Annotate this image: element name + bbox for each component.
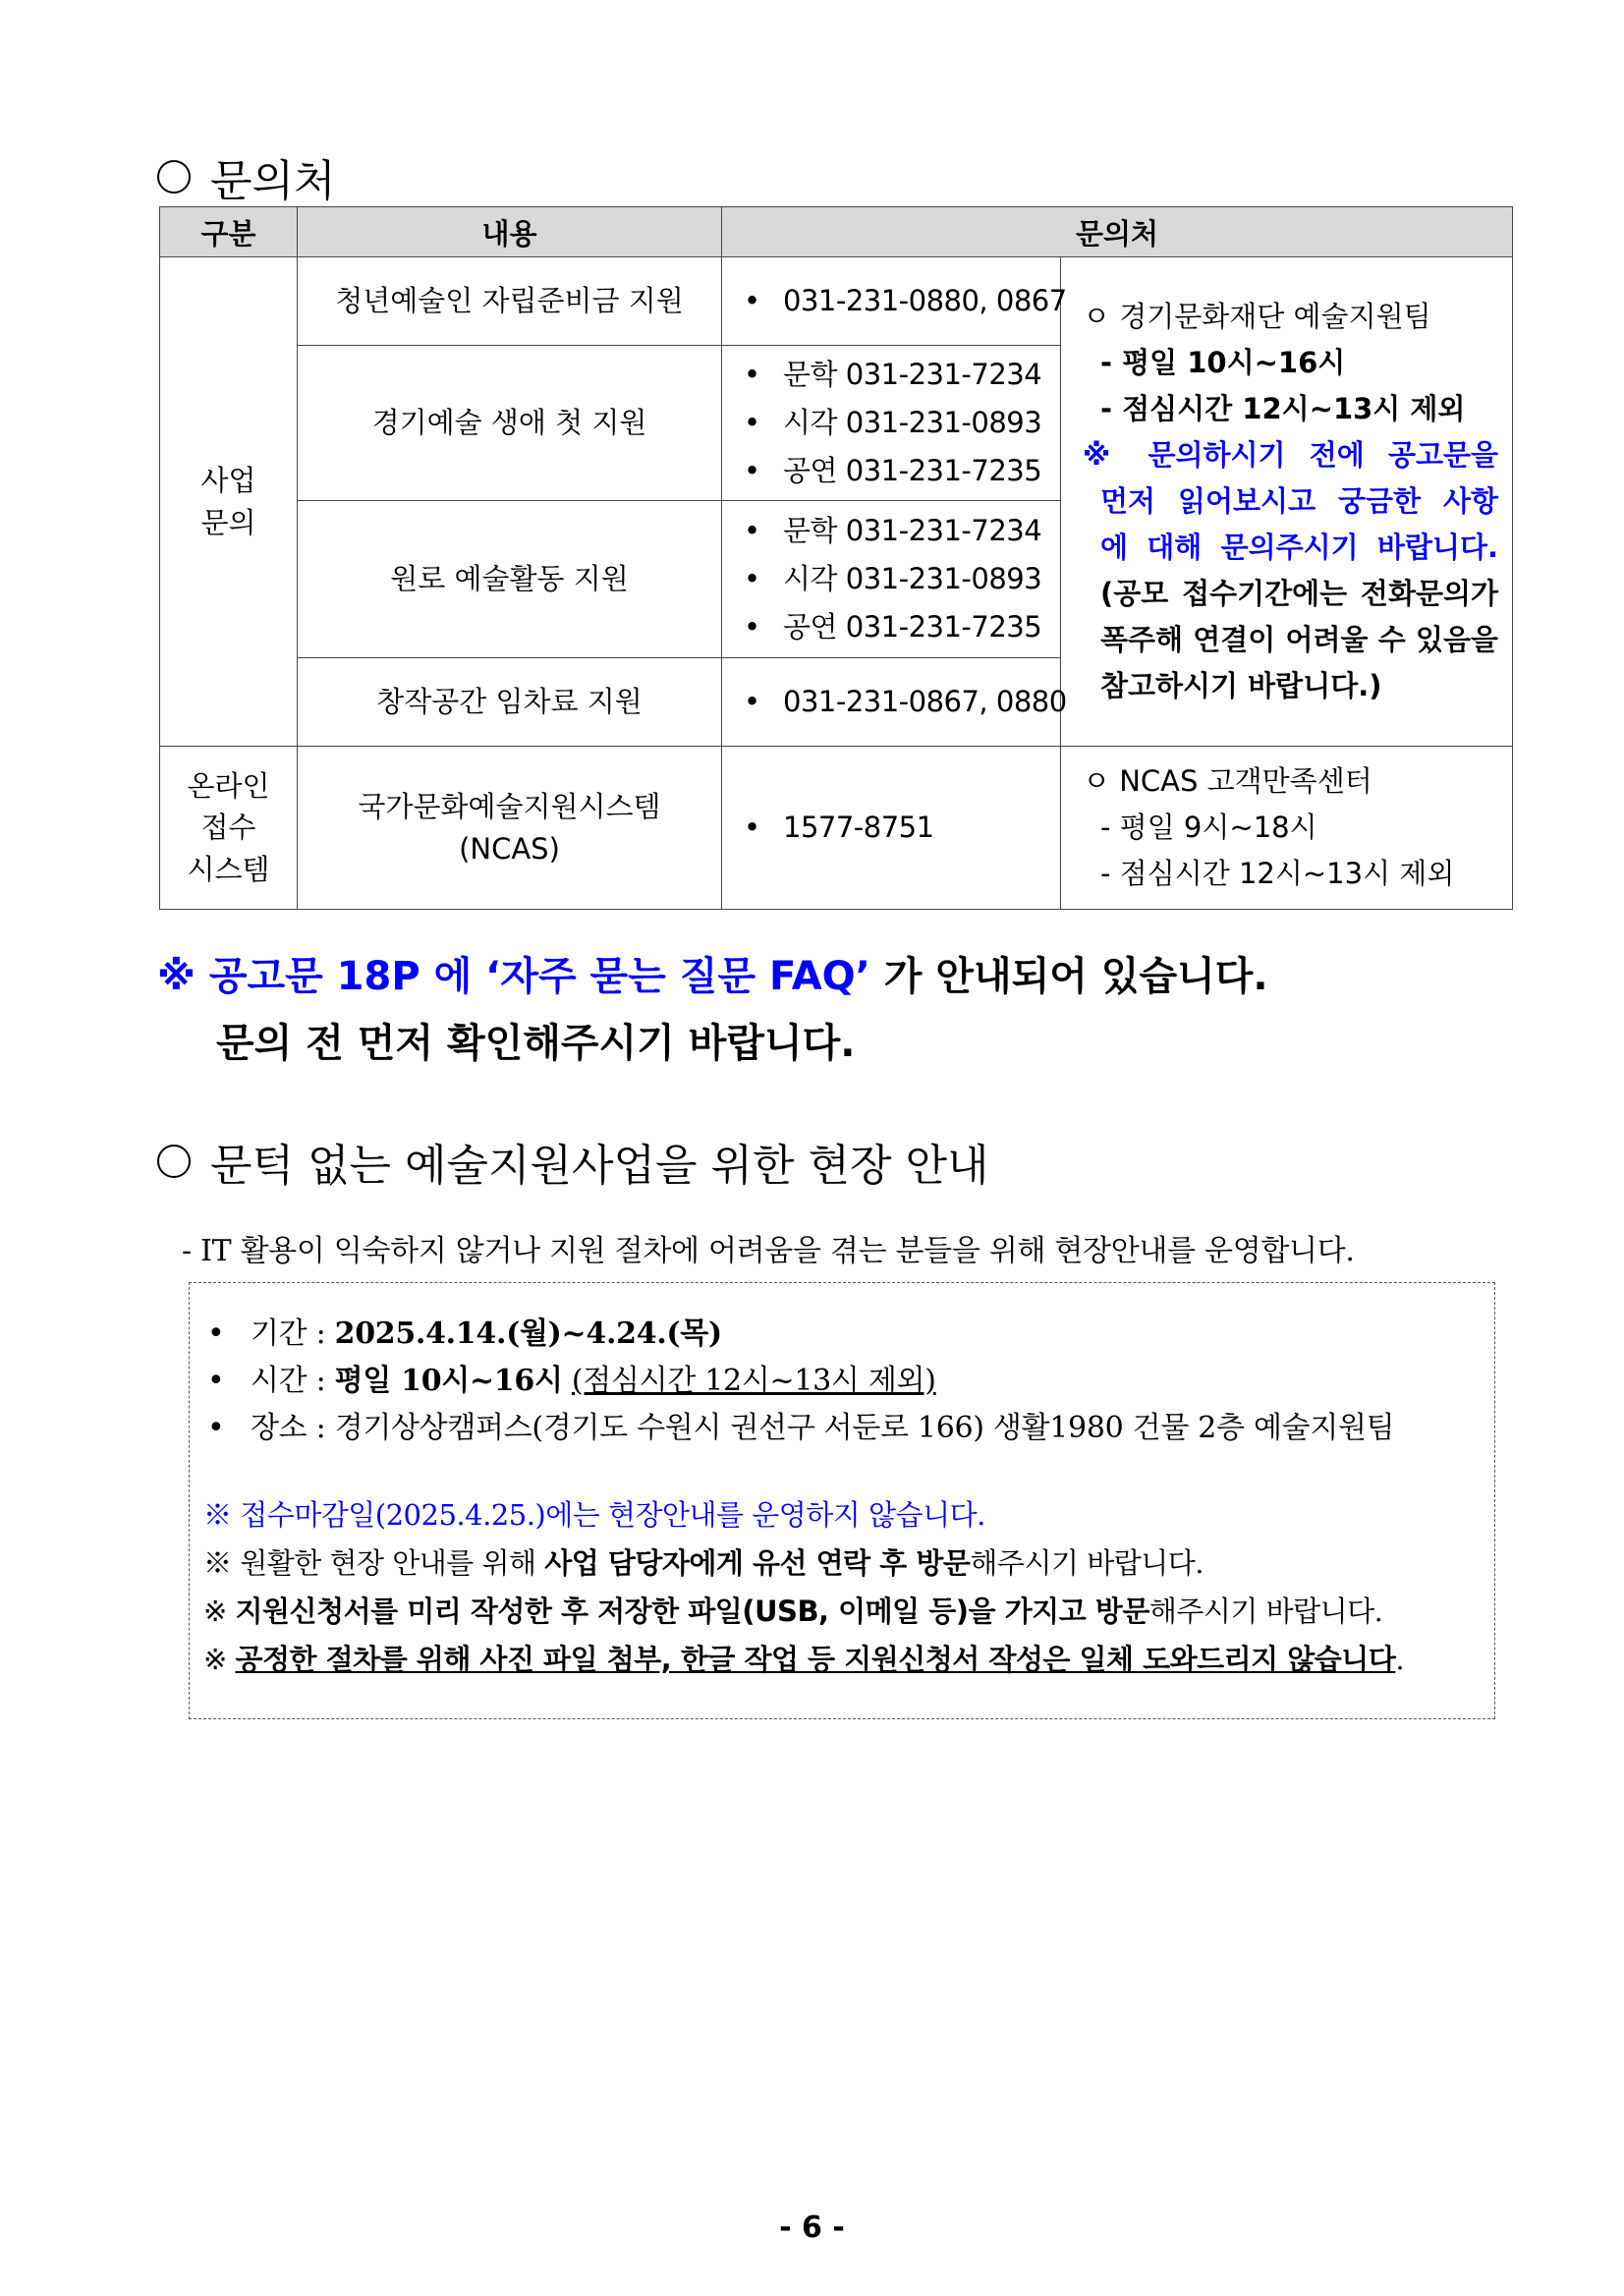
phone-cell (722, 346, 1061, 501)
paren-note: (공모 접수기간에는 전화문의가 (1100, 577, 1499, 610)
lunch-hours: - 점심시간 12시~13시 제외 (1100, 392, 1466, 425)
program-name-cell: 창작공간 임차료 지원 (298, 658, 722, 747)
section-subtitle: - IT 활용이 익숙하지 않거나 지원 절차에 어려움을 겪는 분들을 위해 현장안내를 운영합니다. (182, 1234, 1355, 1268)
phone-item: • 시각 031-231-0893 (744, 555, 1060, 603)
notice-text: ※ 문의하시기 전에 공고문을 (1083, 438, 1499, 472)
category-cell-online: 온라인 접수 시스템 (160, 747, 298, 910)
category-cell-business: 사업 문의 (160, 257, 298, 747)
section-heading-onsite (157, 1130, 989, 1193)
section-title: 문의처 (210, 156, 336, 206)
header-contact: 문의처 (722, 207, 1513, 257)
note-contact-first: ※ 원활한 현장 안내를 위해 사업 담당자에게 유선 연락 후 방문해주시기 바랍니다. (203, 1546, 1204, 1580)
note-deadline: ※ 접수마감일(2025.4.25.)에는 현장안내를 운영하지 않습니다. (203, 1498, 985, 1532)
lunch-hours: - 점심시간 12시~13시 제외 (1100, 857, 1455, 890)
contact-info-cell (1061, 257, 1513, 747)
office-hours: - 평일 10시~16시 (1100, 346, 1346, 379)
note-prepare-file: ※ 지원신청서를 미리 작성한 후 저장한 파일(USB, 이메일 등)을 가지고 방문해주시기 바랍니다. (203, 1595, 1383, 1628)
list-item-time: • 시간 : 평일 10시~16시 (점심시간 12시~13시 제외) (207, 1358, 1394, 1405)
program-name-cell: 원로 예술활동 지원 (298, 501, 722, 658)
list-item-period: • 기간 : 2025.4.14.(월)~4.24.(목) (207, 1311, 1394, 1358)
page-number: - 6 - (779, 2211, 845, 2245)
onsite-info-box (189, 1282, 1495, 1719)
header-category: 구분 (160, 207, 298, 257)
org-name: ㅇ 경기문화재단 예술지원팀 (1083, 300, 1431, 333)
paren-note: 폭주해 연결이 어려울 수 있음을 (1100, 623, 1499, 656)
reference-mark: ※ (157, 954, 196, 999)
phone-item: • 문학 031-231-7234 (744, 351, 1060, 399)
office-hours: - 평일 9시~18시 (1100, 811, 1317, 844)
phone-item: • 공연 031-231-7235 (744, 603, 1060, 651)
table-header-row (160, 207, 1513, 257)
contact-table (159, 206, 1513, 910)
paren-note: 참고하시기 바랍니다.) (1100, 669, 1382, 702)
faq-text-suffix: 가 안내되어 있습니다. (869, 954, 1268, 999)
program-name-cell: 국가문화예술지원시스템 (NCAS) (298, 747, 722, 910)
contact-info-cell (1061, 747, 1513, 910)
circle-bullet-icon (157, 160, 191, 194)
program-name-cell: 청년예술인 자립준비금 지원 (298, 257, 722, 346)
phone-item: • 시각 031-231-0893 (744, 399, 1060, 447)
section-heading-contact (157, 145, 336, 208)
faq-text: 공고문 18P 에 ‘자주 묻는 질문 FAQ’ (208, 954, 870, 999)
notice-text: 에 대해 문의주시기 바랍니다. (1100, 531, 1499, 564)
phone-cell (722, 658, 1067, 747)
circle-bullet-icon (157, 1145, 191, 1178)
phone-item: • 031-231-0867, 0880 (744, 678, 1060, 726)
notice-text: 먼저 읽어보시고 궁금한 사항 (1100, 484, 1499, 518)
section-title: 문턱 없는 예술지원사업을 위한 현장 안내 (210, 1141, 989, 1191)
phone-cell (722, 501, 1061, 658)
phone-cell (722, 257, 1067, 346)
phone-cell (722, 747, 1061, 910)
org-name: ㅇ NCAS 고객만족센터 (1083, 764, 1372, 798)
phone-item: • 1577-8751 (744, 804, 1060, 852)
table-row (160, 257, 1513, 346)
faq-notice (157, 943, 1268, 1077)
faq-text-line2: 문의 전 먼저 확인해주시기 바랍니다. (216, 1021, 856, 1066)
phone-item: • 문학 031-231-7234 (744, 507, 1060, 555)
header-content: 내용 (298, 207, 722, 257)
note-no-assistance: ※ 공정한 절차를 위해 사진 파일 첨부, 한글 작업 등 지원신청서 작성은 일체 도와드리지 않습니다. (203, 1643, 1405, 1676)
program-name-cell: 경기예술 생애 첫 지원 (298, 346, 722, 501)
phone-item: • 031-231-0880, 0867 (744, 277, 1060, 325)
list-item-place: • 장소 : 경기상상캠퍼스(경기도 수원시 권선구 서둔로 166) 생활1980 건물 2층 예술지원팀 (207, 1405, 1394, 1452)
phone-item: • 공연 031-231-7235 (744, 447, 1060, 495)
table-row (160, 747, 1513, 910)
